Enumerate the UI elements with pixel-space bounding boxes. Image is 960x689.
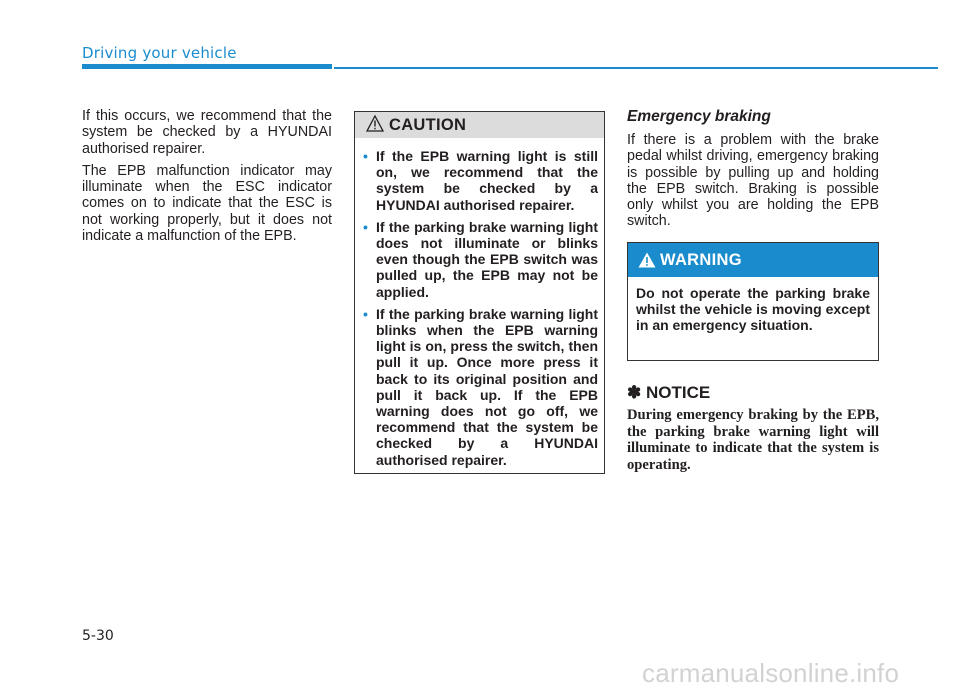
watermark: carmanualsonline.info: [642, 658, 900, 688]
bullet-icon: •: [363, 218, 368, 235]
warning-header: [628, 243, 878, 277]
caution-item: • If the EPB warning light is still on, we recommend that the system be checked by a HYUNDAI authorised repairer.: [363, 148, 598, 213]
caution-box: [354, 111, 605, 474]
header-rule: [334, 67, 938, 69]
left-column: [82, 108, 332, 250]
right-column: [627, 108, 879, 230]
bullet-icon: •: [363, 148, 368, 164]
caution-body: [355, 138, 604, 468]
section-title: Driving your vehicle: [82, 44, 237, 62]
bullet-icon: •: [363, 305, 368, 322]
header-accent-bar: [82, 64, 332, 69]
warning-box: [627, 242, 879, 361]
notice-heading: ✽ NOTICE: [627, 383, 711, 402]
paragraph: If this occurs, we recommend that the system be checked by a HYUNDAI authorised repairer.: [82, 108, 332, 157]
warning-text: Do not operate the parking brake whilst the vehicle is moving except in an emergency situation.: [636, 285, 870, 334]
caution-item: • If the parking brake warning light does not illuminate or blinks even though the EPB switch was pulled up, the EPB may not be applied.: [363, 218, 598, 300]
notice-text: During emergency braking by the EPB, the parking brake warning light will illuminate to indicate that the system is operating.: [627, 407, 879, 473]
caution-item: • If the parking brake warning light blinks when the EPB warning light is on, press the switch, then pull it up. Once more press it back to its original position and pull it back up. If the EPB warning does not go off, we recommend that the system be checked by a HYUNDAI authorised repairer.: [363, 305, 598, 468]
warning-triangle-icon: [366, 115, 384, 137]
emergency-braking-heading: Emergency braking: [627, 108, 771, 125]
emergency-braking-text: If there is a problem with the brake pedal whilst driving, emergency braking is possible by pulling up and holding the EPB switch. Braking is possible only whilst you are holding the EPB switch.: [627, 132, 879, 230]
caution-label: CAUTION: [389, 116, 467, 134]
warning-triangle-icon: [638, 252, 656, 273]
paragraph: The EPB malfunction indicator may illuminate when the ESC indicator comes on to indicate that the ESC is not working properly, but it does not indicate a malfunction of the EPB.: [82, 162, 332, 245]
warning-label: WARNING: [660, 251, 742, 269]
page-number: 5-30: [82, 628, 114, 644]
caution-header: [355, 112, 604, 138]
